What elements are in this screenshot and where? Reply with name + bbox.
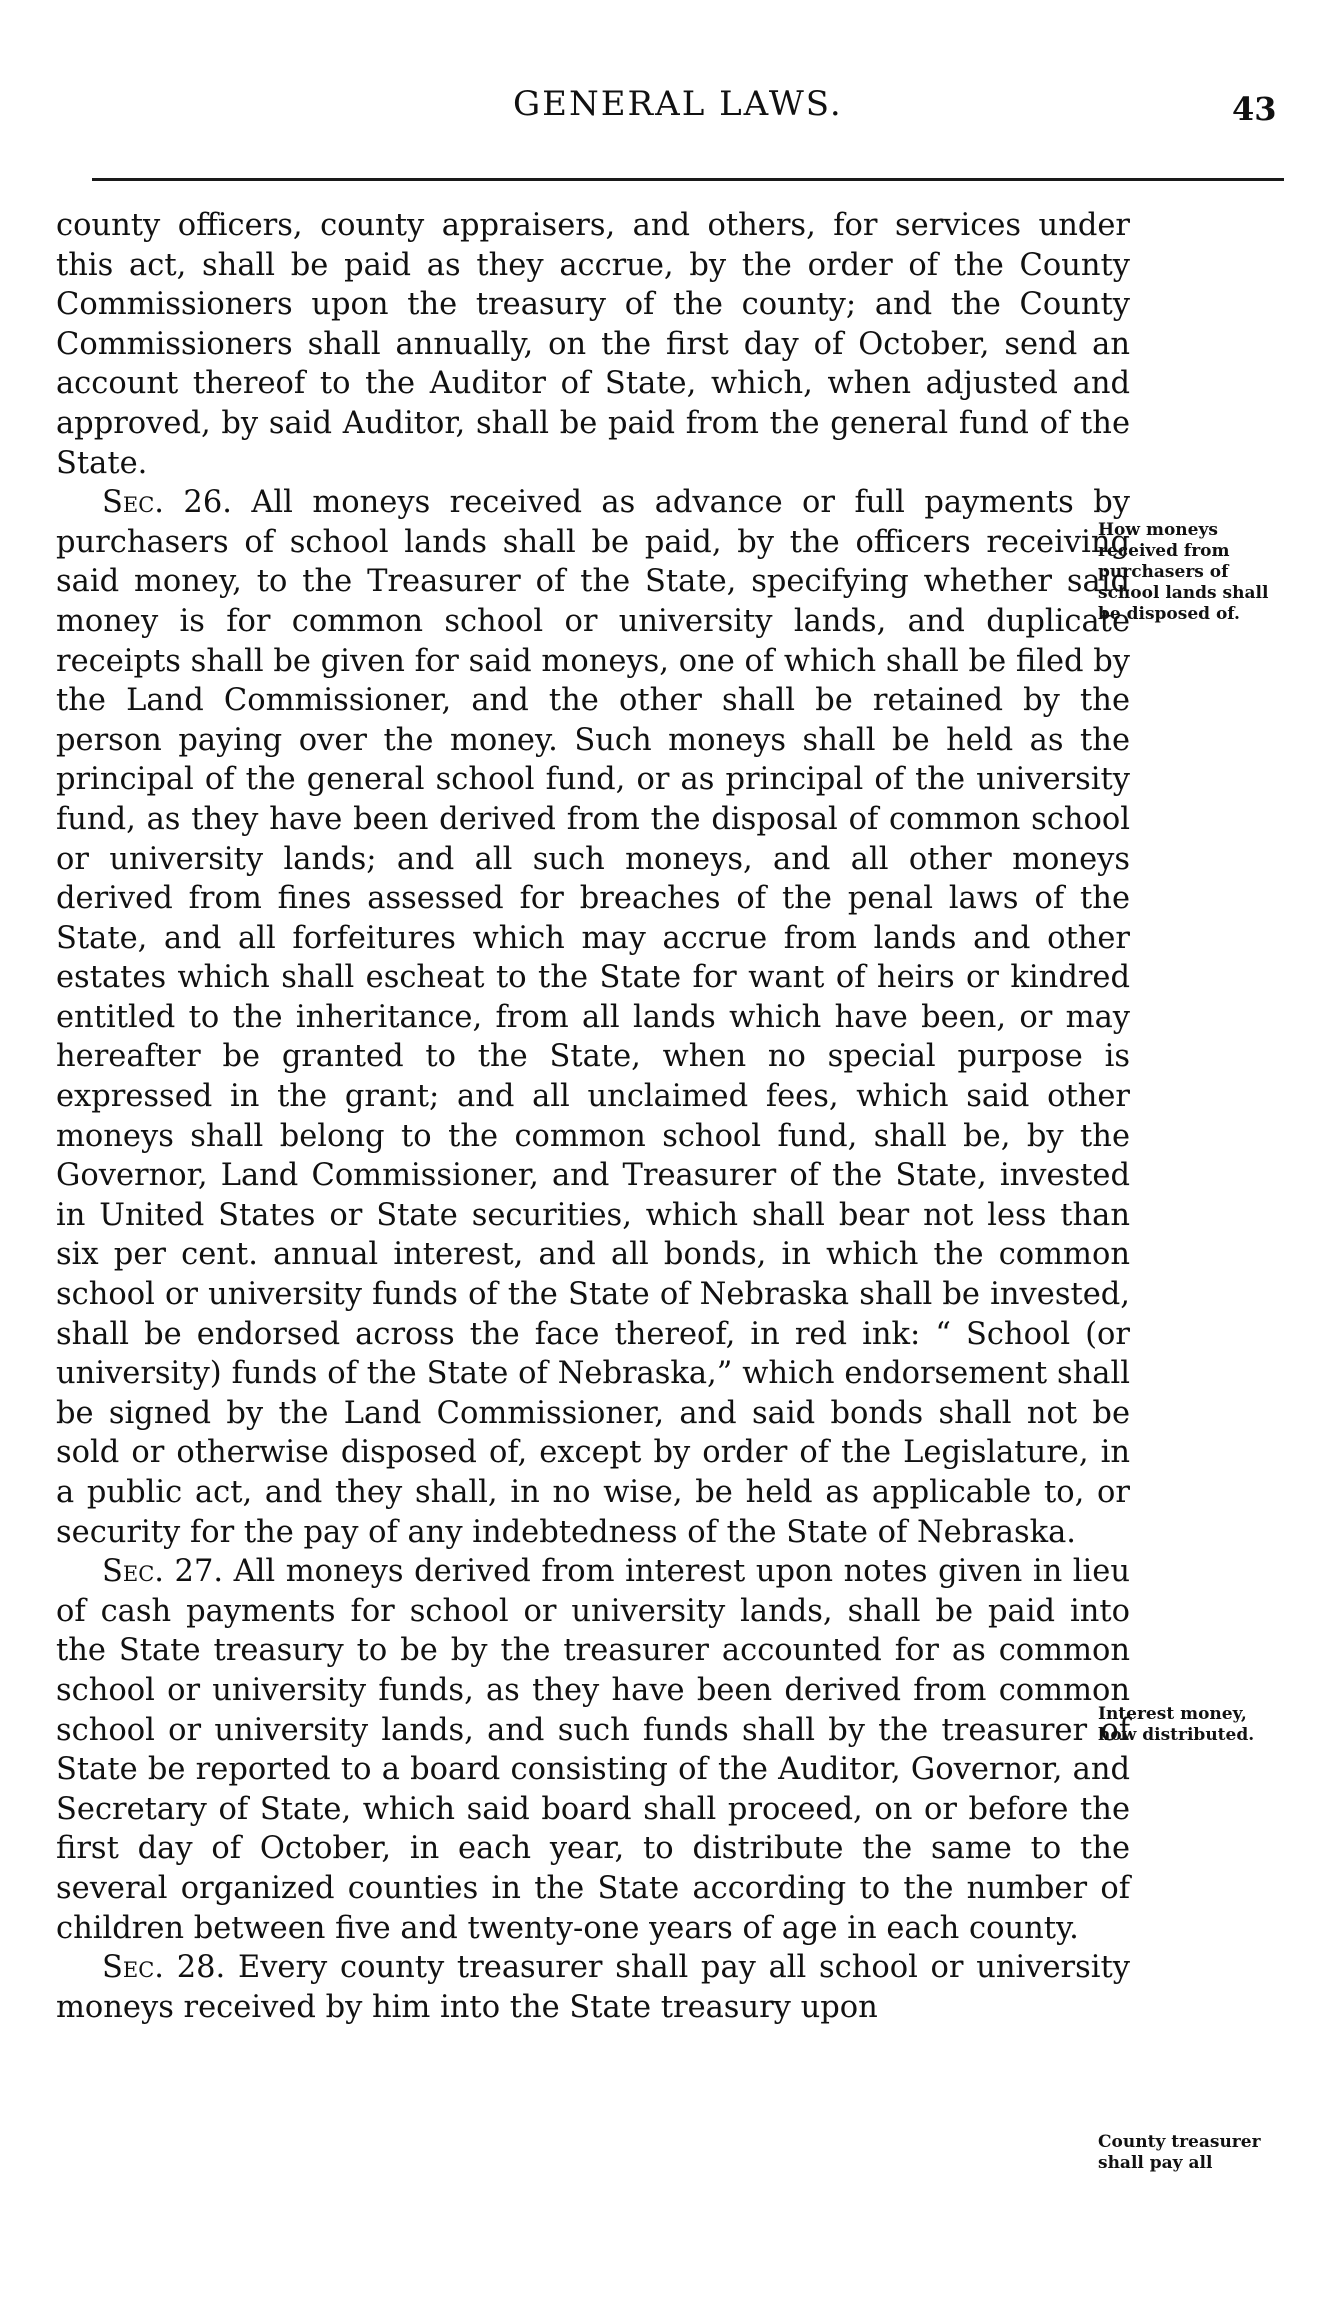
margin-notes — [1098, 0, 1278, 2302]
section-number: Sec. 27. — [102, 1554, 224, 1590]
section-27 — [56, 1552, 1130, 1948]
paragraph-continuation — [56, 206, 1130, 483]
section-28 — [56, 1948, 1130, 2027]
section-number: Sec. 28. — [102, 1950, 226, 1986]
section-26 — [56, 483, 1130, 1552]
margin-note-sec-26: How moneys received from purchasers of school lands shall be disposed of. — [1098, 520, 1269, 624]
running-head: GENERAL LAWS. — [513, 84, 843, 124]
section-number: Sec. 26. — [102, 485, 232, 521]
paragraph-text: Every county treasurer shall pay all school or university moneys received by him into the State treasury upon — [56, 1950, 1130, 2025]
paragraph-text: county officers, county appraisers, and others, for services under this act, shall be paid as they accrue, by the order of the County Commissioners upon the treasury of the county; and the County Commissioners shall annually, on the first day of October, send an account thereof to the Auditor of State, which, when adjusted and approved, by said Auditor, shall be paid from the general fund of the State. — [56, 208, 1130, 481]
paragraph-text: All moneys received as advance or full payments by purchasers of school lands shall be paid, by the officers receiving said money, to the Treasurer of the State, specifying whether said money is for common school or university lands, and duplicate receipts shall be given for said moneys, one of which shall be filed by the Land Commissioner, and the other shall be retained by the person paying over the money. Such moneys shall be held as the principal of the general school fund, or as principal of the university fund, as they have been derived from the disposal of common school or university lands; and all such moneys, and all other moneys derived from fines assessed for breaches of the penal laws of the State, and all forfeitures which may accrue from lands and other estates which shall escheat to the State for want of heirs or kindred entitled to the inheritance, from all lands which have been, or may hereafter be granted to the State, when no special purpose is expressed in the grant; and all unclaimed fees, which said other moneys shall belong to the common school fund, shall be, by the Governor, Land Commissioner, and Treasurer of the State, invested in United States or State securities, which shall bear not less than six per cent. annual interest, and all bonds, in which the common school or university funds of the State of Nebraska shall be invested, shall be endorsed across the face thereof, in red ink: “ School (or university) funds of the State of Nebraska,” which endorsement shall be signed by the Land Commissioner, and said bonds shall not be sold or otherwise disposed of, except by order of the Legislature, in a public act, and they shall, in no wise, be held as applicable to, or security for the pay of any indebtedness of the State of Nebraska. — [56, 485, 1130, 1550]
margin-note-sec-27: Interest money, how distributed. — [1098, 1704, 1255, 1745]
body-text — [56, 206, 1130, 2027]
page-number: 43 — [1232, 90, 1277, 128]
paragraph-text: All moneys derived from interest upon notes given in lieu of cash payments for school or university lands, shall be paid into the State treasury to be by the treasurer accounted for as common school or university funds, as they have been derived from common school or university lands, and such funds shall by the treasurer of State be reported to a board consisting of the Auditor, Governor, and Secretary of State, which said board shall proceed, on or before the first day of October, in each year, to distribute the same to the several organized counties in the State according to the number of children between five and twenty-one years of age in each county. — [56, 1554, 1131, 1946]
margin-note-sec-28: County treasurer shall pay all — [1098, 2132, 1261, 2173]
